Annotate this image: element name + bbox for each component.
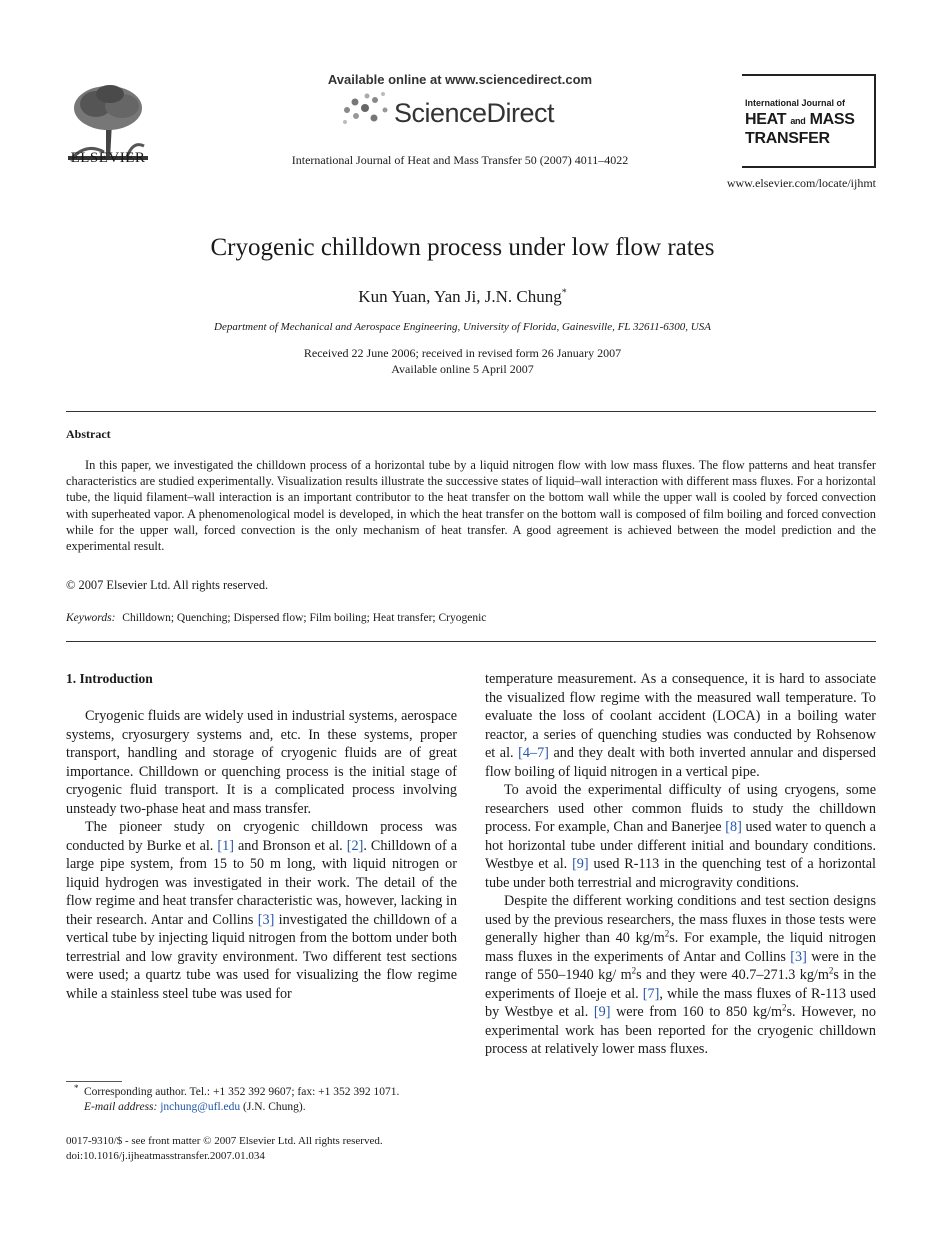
citation-link[interactable]: [3] [257,911,275,928]
citation-link[interactable]: [8] [725,819,742,835]
citation-link[interactable]: [4–7] [518,745,549,761]
intro-paragraph-1: Cryogenic fluids are widely used in industrial systems, aerospace systems, cryosurgery systems and, etc. In these systems, proper transport, handling and storage of cryogenic fluids are of great importance. Chilldown or quenching process is the initial stage of cryogenic fluid transport. It is a complicated process involving unsteady two-phase heat and mass transfer. [66,708,457,817]
footnote-corresponding: Corresponding author. Tel.: +1 352 392 9607; fax: +1 352 392 1071. [84,1086,400,1098]
footnote-rule [66,1081,122,1082]
email-suffix: (J.N. Chung). [240,1101,306,1113]
citation-link[interactable]: [7] [642,985,660,1002]
sciencedirect-dots-icon [339,90,395,130]
citation-link[interactable]: [1] [217,837,234,854]
citation-link[interactable]: [2] [346,837,364,854]
article-title: Cryogenic chilldown process under low flow rates [210,234,715,261]
keywords-list: Chilldown; Quenching; Dispersed flow; Film boiling; Heat transfer; Cryogenic [122,612,487,624]
journal-citation: International Journal of Heat and Mass Transfer 50 (2007) 4011–4022 [291,153,629,167]
sciencedirect-wordmark: ScienceDirect [394,98,555,128]
online-date: Available online 5 April 2007 [391,362,534,376]
journal-logo-transfer: TRANSFER [745,130,830,147]
intro-paragraph-3: To avoid the experimental difficulty of using cryogens, some researchers used other common fluids to study the chilldown process. For example, Chan and Banerjee [8] used water to quench a hot horizontal tube under different initial and boundary conditions. Westbye et al. [9] used R-113 in the quenching test of a horizontal tube under both terrestrial and microgravity conditions. [485,782,876,891]
citation-link[interactable]: [9] [572,856,589,872]
abstract-text: In this paper, we investigated the chilldown process of a horizontal tube by a liquid nitrogen flow with low mass fluxes. The flow patterns and heat transfer characteristics are studied experimentally. Visualization results illustrate the successive states of liquid–wall interaction with different mass fluxes. For a horizontal tube, the liquid filament–wall interaction is an important contributor to the heat transfer on the bottom wall while the upper wall is cooled by forced convection with superheated vapor. A phenomenological model is developed, in which the heat transfer on the bottom wall is composed of film boiling and forced convection while for the upper wall, forced convection is the only mechanism of heat transfer. A good agreement is achieved between the model prediction and the experimental result. [66,458,876,554]
author-affiliation: Department of Mechanical and Aerospace Engineering, University of Florida, Gainesville, FL 32611-6300, USA [214,321,711,333]
journal-logo-subtitle: International Journal of [745,98,846,108]
rule-top [66,411,876,412]
intro-paragraph-2: The pioneer study on cryogenic chilldown process was conducted by Burke et al. [1] and Bronson et al. [2]. Chilldown of a large pipe system, from 15 to 50 m long, with liquid nitrogen or liquid hydrogen was investigated in their work. The detail of the flow regime and heat transfer characteristic was, however, lacking in their research. Antar and Collins [3] investigated the chilldown of a vertical tube by injecting liquid nitrogen from the bottom under both terrestrial and low gravity environment. Two different test sections were used; a quartz tube was used for visualizing the flow regime while a stainless steel tube was used for [66,819,458,1002]
journal-logo-border-top [742,74,876,76]
journal-logo-border-bottom [742,166,876,168]
doi-line: doi:10.1016/j.ijheatmasstransfer.2007.01.034 [66,1150,265,1162]
abstract-heading: Abstract [66,427,111,441]
journal-url[interactable]: www.elsevier.com/locate/ijhmt [726,176,876,190]
corresponding-author-mark: * [561,287,567,299]
email-link[interactable]: jnchung@ufl.edu [160,1101,241,1113]
citation-link[interactable]: [3] [790,948,807,965]
keywords-label: Keywords: [66,612,116,624]
intro-paragraph-4: Despite the different working conditions and test section designs used by the previous researchers, the mass fluxes in those tests were generally higher than 40 $kg/m^2s$. For example, the liquid nitrogen mass fluxes in the experiments of Antar and Collins [3] were in the range of 550–1940 kg/ $m^2s$ and they were 40.7–271.3 $kg/m^2s$ in the experiments of Iloeje et al. [7], while the mass fluxes of R-113 used by Westbye et al. [9] were from 160 to 850 $kg/m^2s$. However, no experimental work has been reported for the cryogenic chilldown process at relatively lower mass fluxes. [485,893,876,1057]
journal-logo-mass: MASS [809,111,855,128]
journal-logo-heat: HEAT [745,111,787,128]
available-online-text: Available online at www.sciencedirect.com [327,72,593,87]
journal-logo-border-right [874,74,876,168]
publisher-name: ELSEVIER [70,150,146,166]
footnote-email [84,1101,306,1113]
journal-logo-title [745,111,855,147]
intro-paragraph-2-cont: temperature measurement. As a consequence, it is hard to associate the visualized flow regime with the measured wall temperature. To evaluate the loss of coolant accident (LOCA) in a boiling water reactor, a series of quenching studies was conducted by Rohsenow et al. [4–7] and they dealt with both inverted annular and dispersed flow boiling of liquid nitrogen in a vertical pipe. [485,671,876,780]
journal-logo-and: and [790,116,806,126]
section-heading-introduction: 1. Introduction [66,671,153,686]
left-column [66,707,457,1003]
article-authors [0,287,925,307]
authors-names: Kun Yuan, Yan Ji, J.N. Chung [358,287,562,306]
rule-bottom [66,641,876,642]
right-column [485,670,876,1059]
received-dates: Received 22 June 2006; received in revised form 26 January 2007 [303,346,622,360]
email-label: E-mail address: [84,1101,158,1113]
keywords [66,612,486,624]
abstract-copyright: © 2007 Elsevier Ltd. All rights reserved. [66,578,269,592]
citation-link[interactable]: [9] [593,1004,611,1020]
issn-line: 0017-9310/$ - see front matter © 2007 Elsevier Ltd. All rights reserved. [66,1135,383,1147]
footnote-mark: * [74,1083,79,1093]
